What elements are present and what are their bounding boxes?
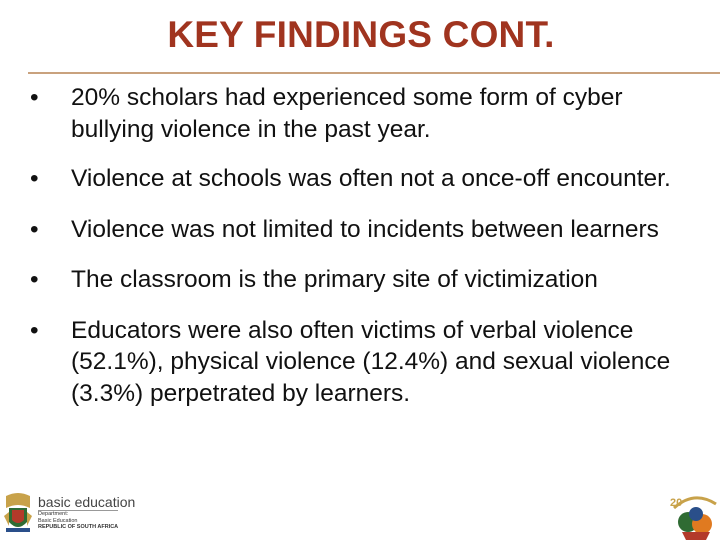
- bullet-item: • Educators were also often victims of verbal violence (52.1%), physical violence (12.4%) and sexual violence (3.3%) perpetrated by learners.: [30, 316, 671, 407]
- bullet-dot-icon: •: [30, 84, 39, 111]
- bullet-item: • Violence was not limited to incidents between learners: [28, 214, 708, 246]
- bullet-dot-icon: •: [30, 266, 39, 293]
- bullet-dot-icon: •: [30, 215, 39, 243]
- anniversary-number: 20: [670, 497, 683, 509]
- brand-subtitle: Department: Basic Education REPUBLIC OF SOUTH AFRICA: [38, 511, 119, 530]
- bullet-item: • 20% scholars had experienced some form of cyber bullying violence in the past year.: [30, 84, 623, 143]
- anniversary-logo-icon: [668, 488, 720, 540]
- brand-name: basic education: [38, 494, 136, 510]
- bullet-list: [28, 82, 708, 409]
- bullet-item: • The classroom is the primary site of victimization: [28, 264, 708, 296]
- bullet-dot-icon: •: [30, 165, 39, 192]
- bullet-item: • Violence at schools was often not a once-off encounter.: [28, 163, 708, 195]
- title-underline: [28, 72, 720, 74]
- bullet-dot-icon: •: [30, 316, 39, 344]
- slide-title: KEY FINDINGS CONT.: [167, 14, 555, 55]
